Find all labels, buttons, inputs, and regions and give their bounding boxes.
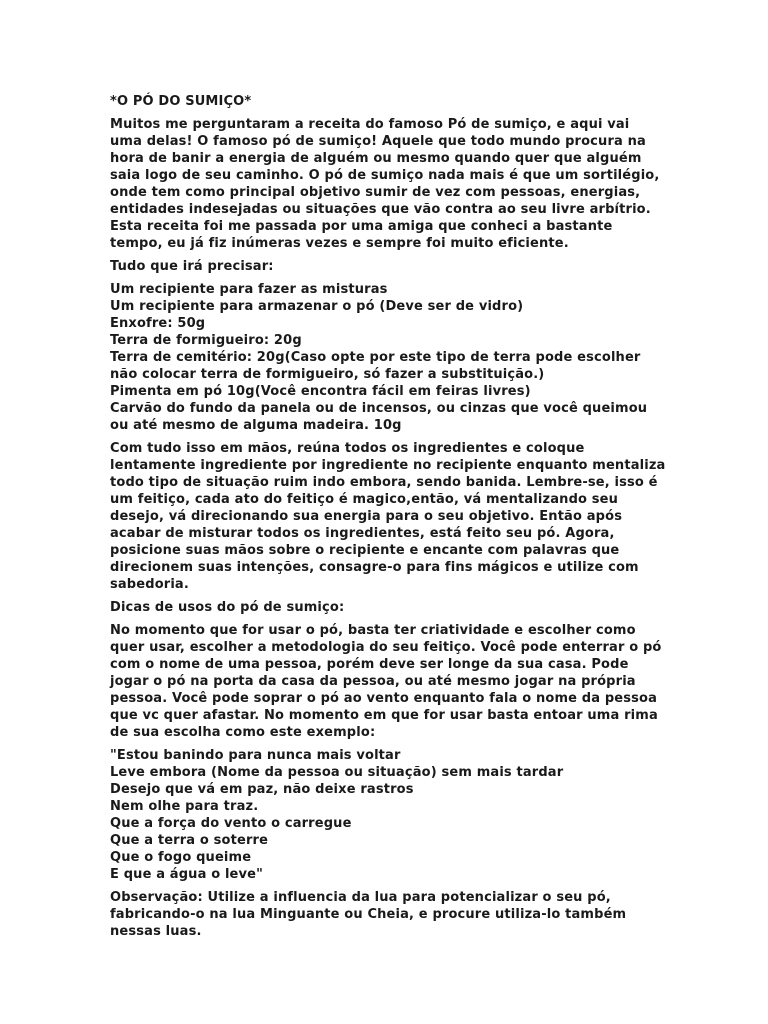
text-line: lentamente ingrediente por ingrediente no recipiente enquanto mentaliza — [110, 458, 666, 473]
text-line: com o nome de uma pessoa, porém deve ser longe da sua casa. Pode — [110, 657, 629, 672]
text-line: acabar de misturar todos os ingredientes, está feito seu pó. Agora, — [110, 526, 615, 541]
text-line: direcionem suas intenções, consagre-o para fins mágicos e utilize com — [110, 560, 639, 575]
text-line: Com tudo isso em mãos, reúna todos os ingredientes e coloque — [110, 441, 585, 456]
list-item: Carvão do fundo da panela ou de incensos, ou cinzas que você queimou — [110, 401, 648, 416]
verse-line: E que a água o leve" — [110, 867, 264, 882]
text-line: que vc quer afastar. No momento em que for usar basta entoar uma rima — [110, 708, 658, 723]
text-line: jogar o pó na porta da casa da pessoa, ou até mesmo jogar na própria — [110, 674, 636, 689]
rhyme-verse — [110, 747, 655, 883]
note-paragraph — [110, 889, 655, 940]
verse-line: Que a força do vento o carregue — [110, 816, 352, 831]
list-item: Terra de cemitério: 20g(Caso opte por este tipo de terra pode escolher — [110, 350, 641, 365]
list-item: Terra de formigueiro: 20g — [110, 333, 302, 348]
list-item: Um recipiente para armazenar o pó (Deve ser de vidro) — [110, 299, 524, 314]
verse-line: Leve embora (Nome da pessoa ou situação) sem mais tardar — [110, 765, 564, 780]
method-paragraph — [110, 440, 666, 593]
text-line: pessoa. Você pode soprar o pó ao vento enquanto fala o nome da pessoa — [110, 691, 658, 706]
text-line: saia logo de seu caminho. O pó de sumiço nada mais é que um sortilégio, — [110, 168, 660, 183]
tips-heading: Dicas de usos do pó de sumiço: — [110, 600, 345, 615]
text-line: uma delas! O famoso pó de sumiço! Aquele que todo mundo procura na — [110, 134, 646, 149]
text-line: quer usar, escolher a metodologia do seu feitiço. Você pode enterrar o pó — [110, 640, 662, 655]
ingredients-list — [110, 281, 655, 434]
list-item: Um recipiente para fazer as misturas — [110, 282, 388, 297]
text-line: Observação: Utilize a influencia da lua para potencializar o seu pó, — [110, 890, 611, 905]
intro-paragraph — [110, 116, 660, 252]
verse-line: Que a terra o soterre — [110, 833, 269, 848]
text-line: nessas luas. — [110, 924, 202, 939]
tips-paragraph — [110, 622, 662, 741]
text-line: todo tipo de situação ruim indo embora, sendo banida. Lembre-se, isso é — [110, 475, 658, 490]
document-body — [110, 93, 666, 946]
verse-line: Nem olhe para traz. — [110, 799, 259, 814]
text-line: hora de banir a energia de alguém ou mesmo quando quer que alguém — [110, 151, 642, 166]
text-line: fabricando-o na lua Minguante ou Cheia, e procure utiliza-lo também — [110, 907, 627, 922]
verse-line: Que o fogo queime — [110, 850, 252, 865]
list-item: não colocar terra de formigueiro, só fazer a substituição.) — [110, 367, 545, 382]
text-line: Muitos me perguntaram a receita do famoso Pó de sumiço, e aqui vai — [110, 117, 630, 132]
text-line: sabedoria. — [110, 577, 189, 592]
text-line: No momento que for usar o pó, basta ter criatividade e escolher como — [110, 623, 636, 638]
list-item: ou até mesmo de alguma madeira. 10g — [110, 418, 402, 433]
text-line: desejo, vá direcionando sua energia para o seu objetivo. Então após — [110, 509, 623, 524]
text-line: Esta receita foi me passada por uma amiga que conheci a bastante — [110, 219, 613, 234]
text-line: entidades indesejadas ou situações que vão contra ao seu livre arbítrio. — [110, 202, 651, 217]
verse-line: Desejo que vá em paz, não deixe rastros — [110, 782, 414, 797]
text-line: um feitiço, cada ato do feitiço é magico,então, vá mentalizando seu — [110, 492, 619, 507]
text-line: tempo, eu já fiz inúmeras vezes e sempre foi muito eficiente. — [110, 236, 569, 251]
text-line: onde tem como principal objetivo sumir de vez com pessoas, energias, — [110, 185, 641, 200]
text-line: posicione suas mãos sobre o recipiente e encante com palavras que — [110, 543, 620, 558]
needs-heading: Tudo que irá precisar: — [110, 259, 274, 274]
verse-line: "Estou banindo para nunca mais voltar — [110, 748, 401, 763]
document-title: *O PÓ DO SUMIÇO* — [110, 94, 252, 109]
list-item: Pimenta em pó 10g(Você encontra fácil em feiras livres) — [110, 384, 531, 399]
text-line: de sua escolha como este exemplo: — [110, 725, 376, 740]
list-item: Enxofre: 50g — [110, 316, 206, 331]
